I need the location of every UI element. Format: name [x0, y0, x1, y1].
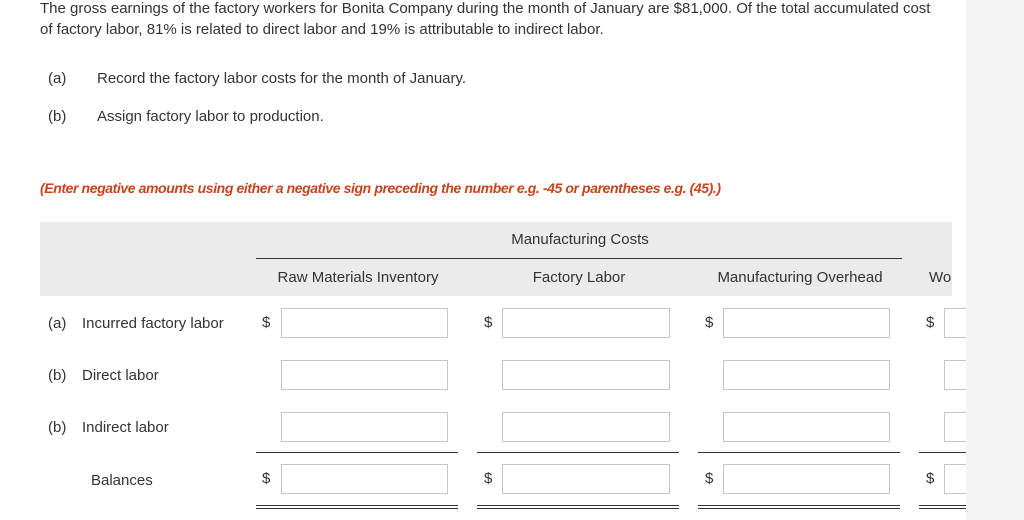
- incurred-raw-materials-input[interactable]: [281, 308, 448, 338]
- direct-labor-work-in-process-input[interactable]: [944, 360, 966, 390]
- negative-amounts-note: (Enter negative amounts using either a negative sign preceding the number e.g. -45 or parentheses e.g. (45).): [40, 180, 721, 196]
- group-header-manufacturing-costs: Manufacturing Costs: [511, 231, 649, 248]
- currency-symbol: $: [262, 314, 271, 331]
- requirement-b-text: Assign factory labor to production.: [97, 108, 324, 125]
- indirect-labor-manufacturing-overhead-input[interactable]: [723, 412, 890, 442]
- row-label-indirect-labor: Indirect labor: [82, 419, 169, 436]
- column-header-factory-labor: Factory Labor: [532, 269, 626, 286]
- requirement-b-letter: (b): [48, 108, 67, 125]
- requirement-a-text: Record the factory labor costs for the month of January.: [97, 70, 467, 87]
- indirect-labor-work-in-process-input[interactable]: [944, 412, 966, 442]
- direct-labor-factory-labor-input[interactable]: [502, 360, 670, 390]
- balance-double-underline: [698, 508, 900, 509]
- balance-raw-materials-input[interactable]: [281, 464, 448, 494]
- currency-symbol: $: [262, 470, 271, 487]
- balance-double-underline: [256, 508, 458, 509]
- currency-symbol: $: [705, 470, 714, 487]
- incurred-work-in-process-input[interactable]: [944, 308, 966, 338]
- sum-line: [256, 452, 458, 453]
- sum-line: [919, 452, 966, 453]
- currency-symbol: $: [705, 314, 714, 331]
- balance-double-underline: [477, 508, 679, 509]
- column-header-manufacturing-overhead: Manufacturing Overhead: [717, 269, 883, 286]
- column-header-work-in-process: Wo: [929, 269, 952, 286]
- page-background-margin: [966, 0, 1024, 520]
- direct-labor-manufacturing-overhead-input[interactable]: [723, 360, 890, 390]
- indirect-labor-raw-materials-input[interactable]: [281, 412, 448, 442]
- incurred-factory-labor-input[interactable]: [502, 308, 670, 338]
- balance-factory-labor-input[interactable]: [502, 464, 670, 494]
- incurred-manufacturing-overhead-input[interactable]: [723, 308, 890, 338]
- balance-double-underline: [919, 508, 966, 509]
- balance-double-underline: [919, 505, 966, 506]
- problem-intro: The gross earnings of the factory workers for Bonita Company during the month of January are $81,000. Of the total accumulated cost of factory labor, 81% is related to direct labor and 19% is attributable to indirect labor.: [40, 0, 931, 38]
- currency-symbol: $: [484, 470, 493, 487]
- row-letter: (b): [48, 367, 67, 384]
- balance-double-underline: [256, 505, 458, 506]
- balance-work-in-process-input[interactable]: [944, 464, 966, 494]
- sum-line: [698, 452, 900, 453]
- indirect-labor-factory-labor-input[interactable]: [502, 412, 670, 442]
- column-header-raw-materials: Raw Materials Inventory: [277, 269, 439, 286]
- currency-symbol: $: [926, 470, 935, 487]
- requirement-a-letter: (a): [48, 70, 67, 87]
- currency-symbol: $: [484, 314, 493, 331]
- row-label-balances: Balances: [91, 472, 153, 489]
- row-label-incurred-factory-labor: Incurred factory labor: [82, 315, 224, 332]
- balance-manufacturing-overhead-input[interactable]: [723, 464, 890, 494]
- direct-labor-raw-materials-input[interactable]: [281, 360, 448, 390]
- sum-line: [477, 452, 679, 453]
- row-letter: (a): [48, 315, 67, 332]
- row-letter: (b): [48, 419, 67, 436]
- currency-symbol: $: [926, 314, 935, 331]
- group-header-underline: [256, 258, 902, 259]
- balance-double-underline: [698, 505, 900, 506]
- balance-double-underline: [477, 505, 679, 506]
- row-label-direct-labor: Direct labor: [82, 367, 159, 384]
